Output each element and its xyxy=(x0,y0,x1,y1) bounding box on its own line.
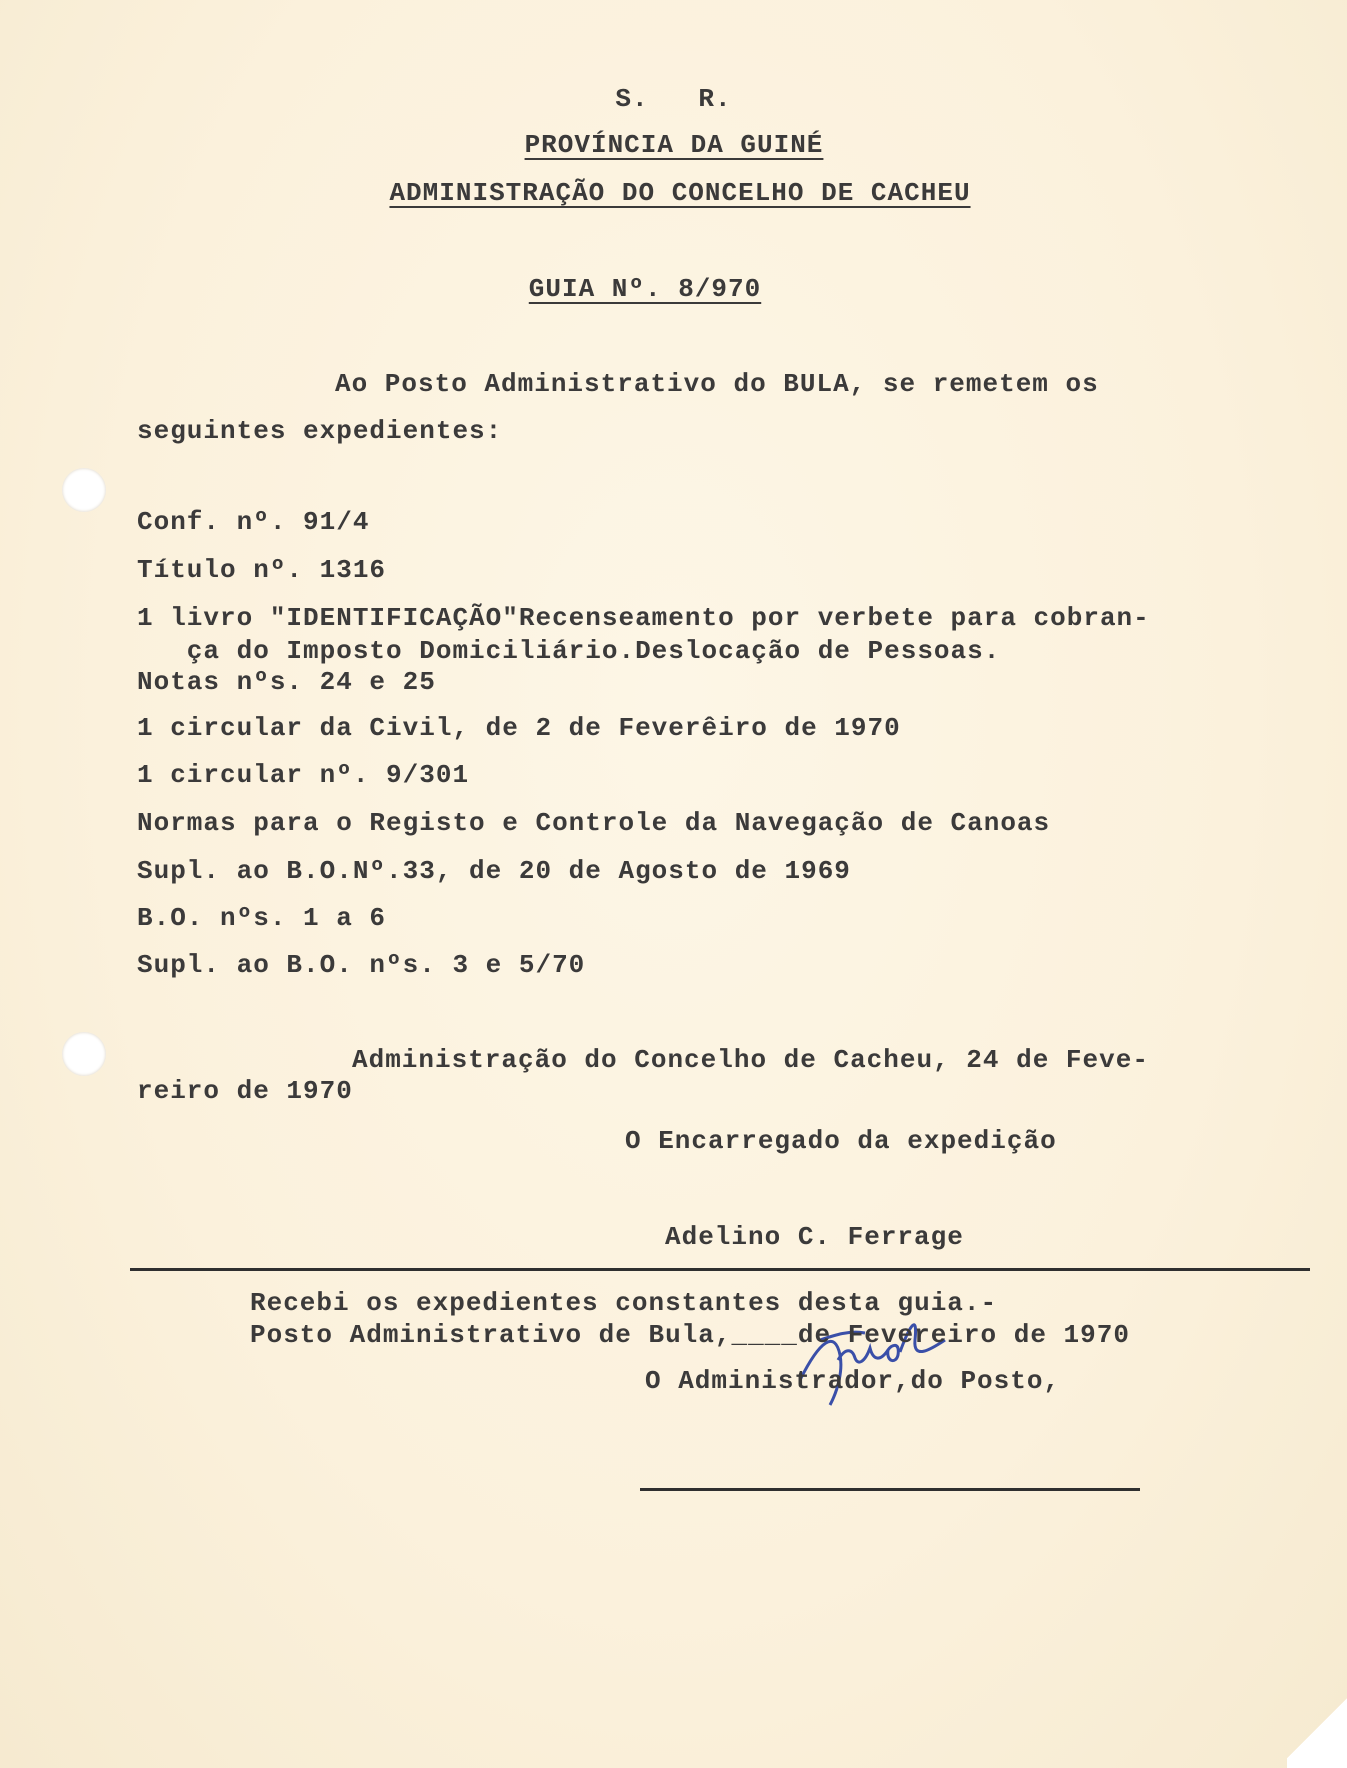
receipt-line-2: Posto Administrativo de Bula,____de Fevereiro de 1970 xyxy=(250,1320,1130,1350)
item-normas: Normas para o Registo e Controle da Navegação de Canoas xyxy=(137,808,1051,838)
closing-line-1: Administração do Concelho de Cacheu, 24 de Feve- xyxy=(352,1045,1149,1075)
item-circular-9301: 1 circular nº. 9/301 xyxy=(137,760,470,790)
item-supl-bo-33: Supl. ao B.O.Nº.33, de 20 de Agosto de 1969 xyxy=(137,856,851,886)
header-sr: S. R. xyxy=(615,84,732,114)
closing-role: O Encarregado da expedição xyxy=(625,1126,1057,1156)
header-province: PROVÍNCIA DA GUINÉ xyxy=(524,130,824,160)
item-titulo: Título nº. 1316 xyxy=(137,555,387,585)
item-livro: 1 livro "IDENTIFICAÇÃO"Recenseamento por verbete para cobran- xyxy=(137,603,1150,633)
intro-line-2: seguintes expedientes: xyxy=(137,416,503,446)
item-circular-civil: 1 circular da Civil, de 2 de Feverêiro de 1970 xyxy=(137,713,901,743)
receipt-signatory: O Administrador,do Posto, xyxy=(645,1366,1061,1396)
punch-hole-bottom xyxy=(62,1032,106,1076)
item-livro-cont: ça do Imposto Domiciliário.Deslocação de Pessoas. xyxy=(137,636,1001,666)
guia-title: GUIA Nº. 8/970 xyxy=(528,274,762,304)
item-supl-bo-3-5: Supl. ao B.O. nºs. 3 e 5/70 xyxy=(137,950,586,980)
receipt-signature-line xyxy=(640,1488,1140,1491)
item-conf: Conf. nº. 91/4 xyxy=(137,507,370,537)
item-notas: Notas nºs. 24 e 25 xyxy=(137,667,436,697)
punch-hole-top xyxy=(62,468,106,512)
intro-line-1: Ao Posto Administrativo do BULA, se remetem os xyxy=(335,369,1099,399)
signatory-name: Adelino C. Ferrage xyxy=(665,1222,964,1252)
header-administration: ADMINISTRAÇÃO DO CONCELHO DE CACHEU xyxy=(389,178,971,208)
separator-line xyxy=(130,1268,1310,1271)
receipt-line-1: Recebi os expedientes constantes desta guia.- xyxy=(250,1288,998,1318)
page-corner-fold xyxy=(1287,1688,1347,1768)
item-bo-1-6: B.O. nºs. 1 a 6 xyxy=(137,903,387,933)
closing-line-2: reiro de 1970 xyxy=(137,1076,353,1106)
